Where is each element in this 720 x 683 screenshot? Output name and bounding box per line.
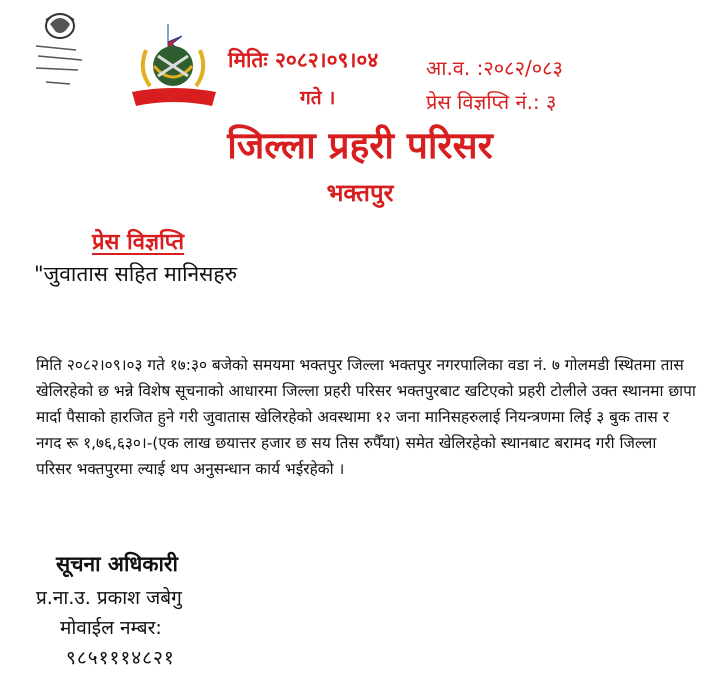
mobile-number: ९८५१११४८२१: [66, 647, 175, 669]
press-release-heading: प्रेस विज्ञप्ति: [92, 230, 185, 255]
signature-name: प्र.ना.उ. प्रकाश जबेगु: [36, 587, 182, 609]
nepal-police-emblem-icon: [124, 22, 224, 118]
press-release-number: प्रेस विज्ञप्ति नं.: ३: [426, 90, 557, 114]
signature-title: सूचना अधिकारी: [56, 552, 178, 576]
government-seal-icon: [30, 6, 94, 96]
fiscal-year: आ.व. :२०८२/०८३: [426, 56, 563, 80]
date-suffix: गते ।: [300, 87, 336, 109]
page-title: जिल्ला प्रहरी परिसर: [227, 124, 493, 167]
date-line: मितिः २०८२।०९।०४: [228, 48, 379, 72]
notice-body: मिति २०८२।०९।०३ गते १७:३० बजेको समयमा भक्तपुर जिल्ला भक्तपुर नगरपालिका वडा नं. ७ गोलमडी स्थितमा तास खेलिरहेको छ भन्ने विशेष सूचनाको आधारमा जिल्ला प्रहरी परिसर भक्तपुरबाट खटिएको प्रहरी टोलीले उक्त स्थानमा छापा मार्दा पैसाको हारजित हुने गरी जुवातास खेलिरहेको अवस्थामा १२ जना मानिसहरुलाई नियन्त्रणमा लिई ३ बुक तास र नगद रू १,७६,६३०।-(एक लाख छयात्तर हजार छ सय तिस रुपैँया) समेत खेलिरहेको स्थानबाट बरामद गरी जिल्ला परिसर भक्तपुरमा ल्याई थप अनुसन्धान कार्य भईरहेको ।: [36, 356, 696, 478]
page-subtitle: भक्तपुर: [326, 179, 394, 207]
mobile-label: मोवाईल नम्बर:: [60, 617, 162, 639]
notice-subject: "जुवातास सहित मानिसहरु: [34, 262, 238, 286]
